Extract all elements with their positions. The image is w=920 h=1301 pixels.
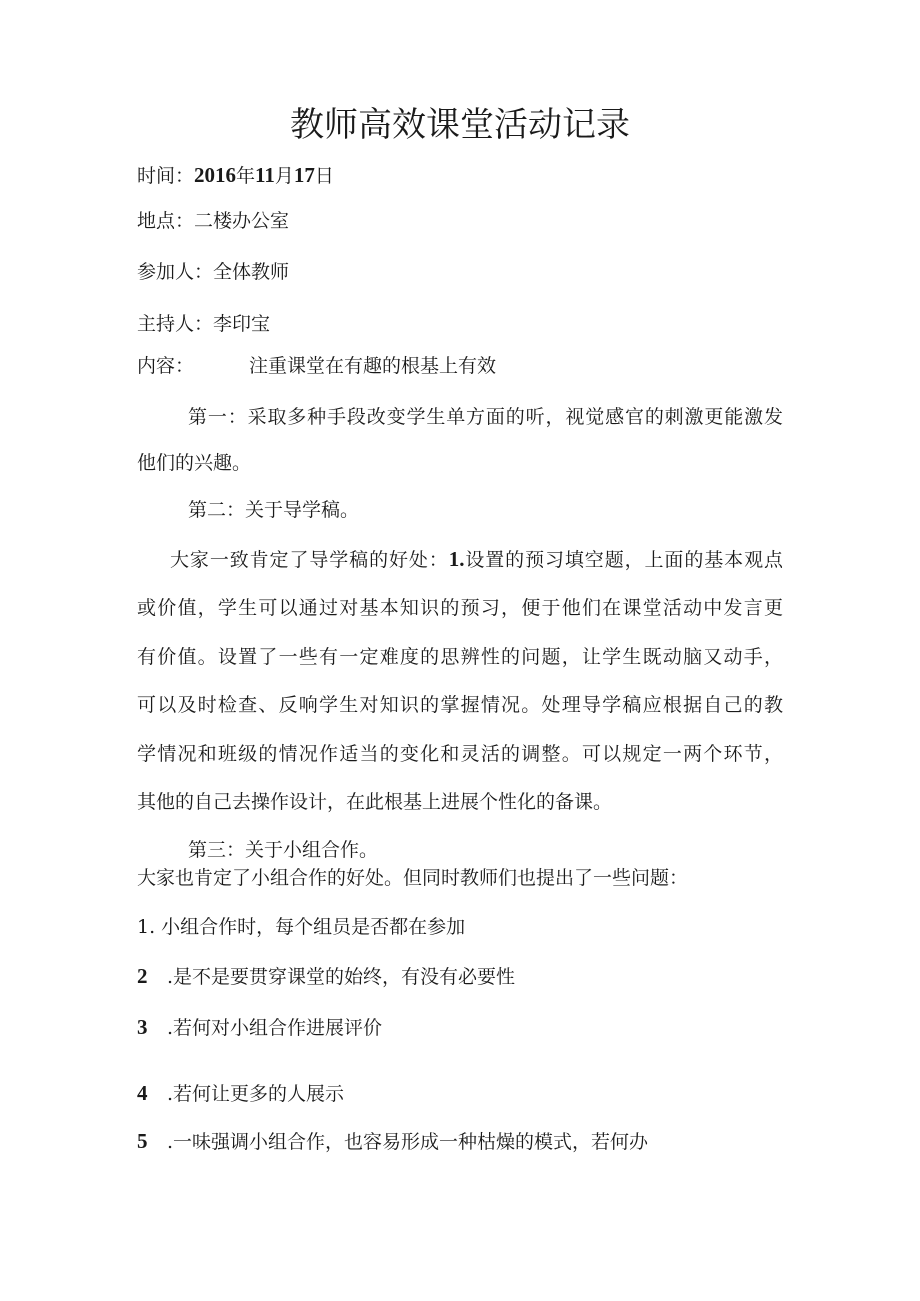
time-year: 2016 bbox=[194, 163, 237, 187]
time-line bbox=[137, 163, 334, 188]
question-3-text: .若何对小组合作进展评价 bbox=[167, 1017, 383, 1039]
participants-line: 参加人：全体教师 bbox=[137, 261, 290, 283]
section2-line5: 学情况和班级的情况作适当的变化和灵活的调整。可以规定一两个环节， bbox=[137, 743, 783, 765]
content-label: 内容： bbox=[137, 355, 195, 377]
question-4 bbox=[137, 1081, 344, 1106]
time-day: 17 bbox=[293, 163, 315, 187]
question-3-number: 3 bbox=[137, 1015, 148, 1039]
content-text: 注重课堂在有趣的根基上有效 bbox=[249, 355, 497, 377]
host-line: 主持人：李印宝 bbox=[137, 313, 271, 335]
time-month-unit: 月 bbox=[274, 165, 294, 187]
section2-line3: 有价值。设置了一些有一定难度的思辨性的问题，让学生既动脑又动手， bbox=[137, 646, 783, 668]
question-2 bbox=[137, 964, 515, 989]
section2-line4: 可以及时检查、反响学生对知识的掌握情况。处理导学稿应根据自己的教 bbox=[137, 694, 783, 716]
section3-heading: 第三：关于小组合作。 bbox=[188, 839, 379, 861]
time-label: 时间： bbox=[137, 165, 195, 187]
section3-intro: 大家也肯定了小组合作的好处。但同时教师们也提出了一些问题： bbox=[137, 867, 689, 889]
section2-heading: 第二：关于导学稿。 bbox=[188, 499, 360, 521]
section2-line1-rest: 设置的预习填空题，上面的基本观点 bbox=[464, 549, 783, 571]
section1-line1: 第一：采取多种手段改变学生单方面的听，视觉感官的刺激更能激发 bbox=[188, 406, 783, 428]
page-title: 教师高效课堂活动记录 bbox=[290, 105, 630, 145]
question-5 bbox=[137, 1129, 648, 1154]
section2-line6: 其他的自己去操作设计，在此根基上进展个性化的备课。 bbox=[137, 791, 613, 813]
section2-line2: 或价值，学生可以通过对基本知识的预习，便于他们在课堂活动中发言更 bbox=[137, 597, 783, 619]
section1-line2: 他们的兴趣。 bbox=[137, 452, 252, 474]
section2-line1 bbox=[170, 547, 783, 572]
content-line bbox=[137, 354, 496, 378]
time-month: 11 bbox=[255, 163, 275, 187]
section2-num: 1. bbox=[448, 547, 465, 571]
question-1: 1. 小组合作时，每个组员是否都在参加 bbox=[137, 916, 466, 938]
question-4-number: 4 bbox=[137, 1081, 148, 1105]
question-5-text: .一味强调小组合作，也容易形成一种枯燥的模式，若何办 bbox=[167, 1131, 649, 1153]
time-year-unit: 年 bbox=[236, 165, 256, 187]
question-3 bbox=[137, 1015, 382, 1040]
question-4-text: .若何让更多的人展示 bbox=[167, 1083, 345, 1105]
section2-start: 大家一致肯定了导学稿的好处： bbox=[170, 549, 449, 571]
time-day-unit: 日 bbox=[314, 165, 334, 187]
place-line: 地点：二楼办公室 bbox=[137, 210, 290, 232]
question-5-number: 5 bbox=[137, 1129, 148, 1153]
question-2-text: .是不是要贯穿课堂的始终，有没有必要性 bbox=[167, 966, 516, 988]
question-2-number: 2 bbox=[137, 964, 148, 988]
